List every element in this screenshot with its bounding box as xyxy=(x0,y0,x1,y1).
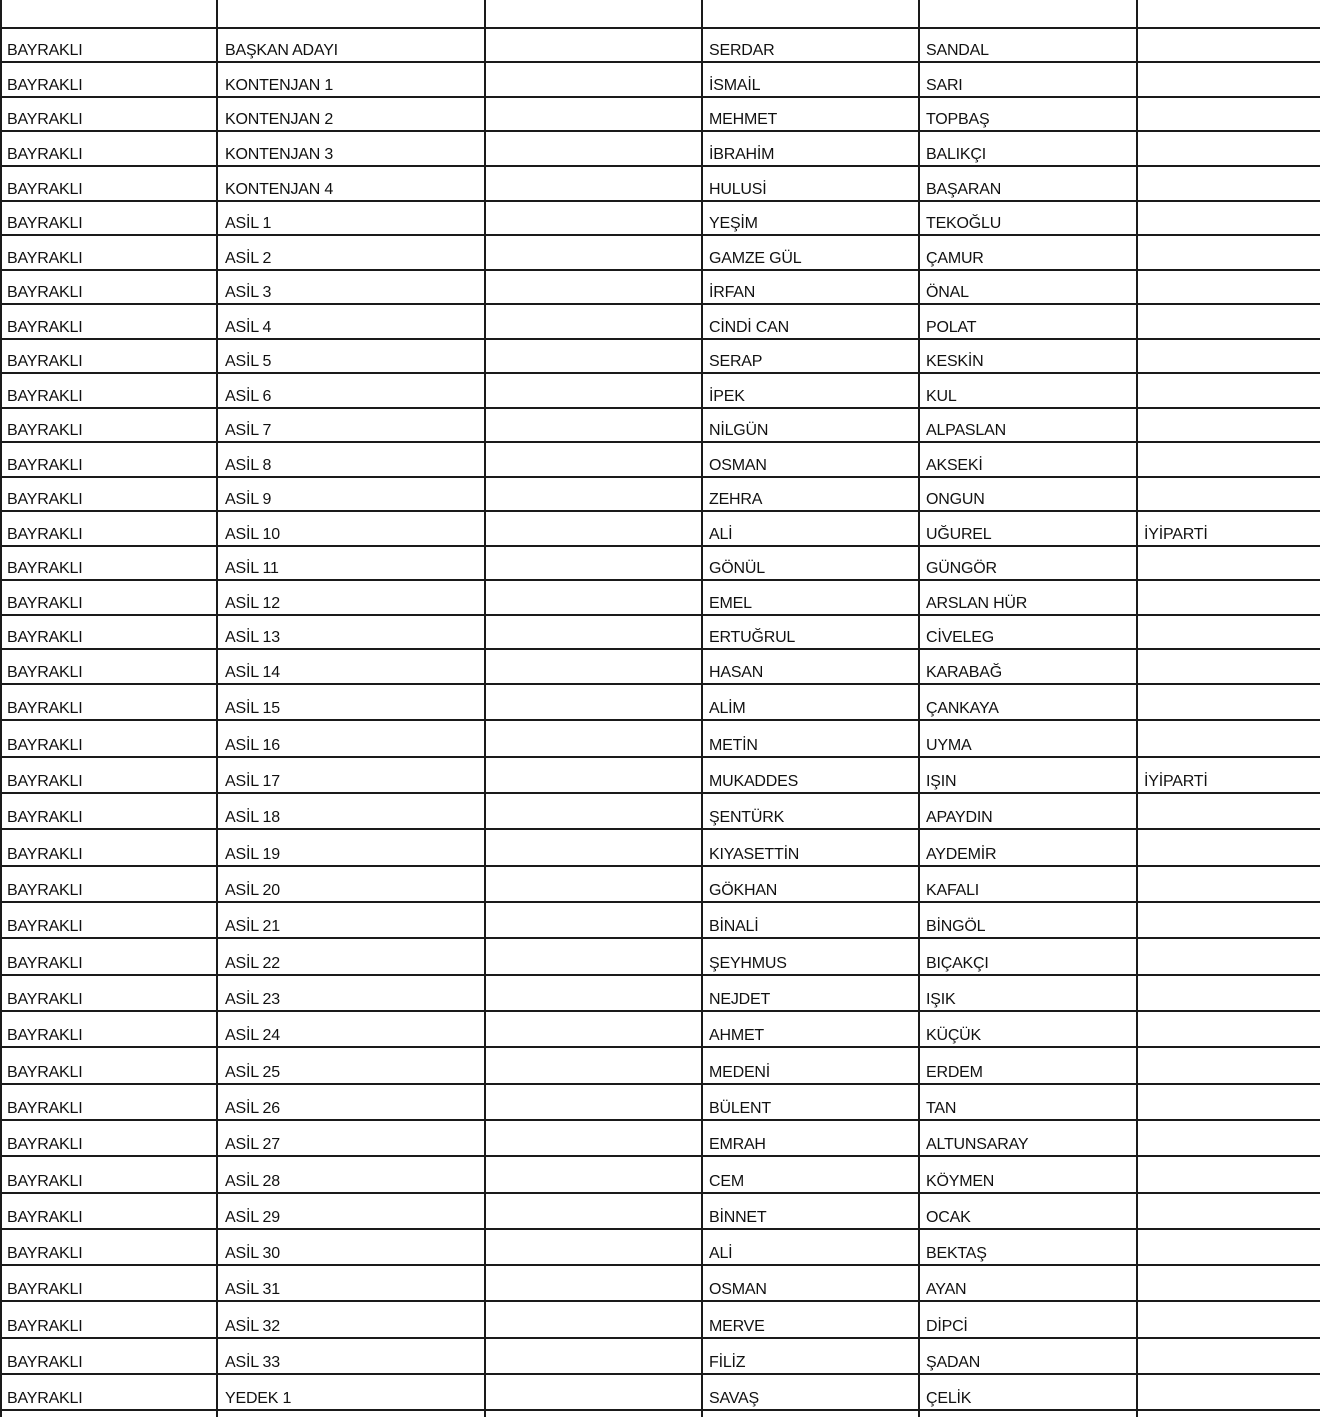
cell-last-name: BEKTAŞ xyxy=(926,1245,987,1262)
cell-first-name: EMRAH xyxy=(709,1136,766,1153)
cell-district: BAYRAKLI xyxy=(7,737,83,754)
cell-first-name: İRFAN xyxy=(709,284,756,301)
cell-first-name: SERAP xyxy=(709,353,763,370)
column-divider xyxy=(0,0,2,1417)
row-divider xyxy=(0,1046,1320,1048)
cell-last-name: SANDAL xyxy=(926,42,989,59)
cell-district: BAYRAKLI xyxy=(7,1136,83,1153)
cell-district: BAYRAKLI xyxy=(7,1281,83,1298)
cell-position: ASİL 9 xyxy=(225,491,272,508)
cell-district: BAYRAKLI xyxy=(7,353,83,370)
cell-position: ASİL 12 xyxy=(225,595,280,612)
cell-position: ASİL 17 xyxy=(225,773,280,790)
cell-last-name: GÜNGÖR xyxy=(926,560,997,577)
cell-position: YEDEK 1 xyxy=(225,1390,292,1407)
cell-district: BAYRAKLI xyxy=(7,882,83,899)
cell-position: ASİL 26 xyxy=(225,1100,280,1117)
row-divider xyxy=(0,1409,1320,1411)
cell-position: ASİL 30 xyxy=(225,1245,280,1262)
row-divider xyxy=(0,303,1320,305)
cell-last-name: ÇAMUR xyxy=(926,250,984,267)
cell-position: ASİL 28 xyxy=(225,1173,280,1190)
cell-first-name: FİLİZ xyxy=(709,1354,746,1371)
row-divider xyxy=(0,1010,1320,1012)
cell-first-name: ERTUĞRUL xyxy=(709,629,796,646)
cell-position: ASİL 32 xyxy=(225,1318,280,1335)
row-divider xyxy=(0,1083,1320,1085)
row-divider xyxy=(0,1192,1320,1194)
cell-position: ASİL 25 xyxy=(225,1064,280,1081)
row-divider xyxy=(0,234,1320,236)
cell-district: BAYRAKLI xyxy=(7,457,83,474)
cell-district: BAYRAKLI xyxy=(7,284,83,301)
cell-district: BAYRAKLI xyxy=(7,595,83,612)
cell-position: BAŞKAN ADAYI xyxy=(225,42,338,59)
column-divider xyxy=(701,0,703,1417)
cell-first-name: ŞENTÜRK xyxy=(709,809,785,826)
cell-first-name: CEM xyxy=(709,1173,744,1190)
cell-last-name: KESKİN xyxy=(926,353,984,370)
cell-first-name: SERDAR xyxy=(709,42,775,59)
cell-district: BAYRAKLI xyxy=(7,1390,83,1407)
cell-first-name: ALİ xyxy=(709,1245,733,1262)
cell-district: BAYRAKLI xyxy=(7,42,83,59)
row-divider xyxy=(0,901,1320,903)
cell-first-name: GÖNÜL xyxy=(709,560,765,577)
row-divider xyxy=(0,27,1320,29)
row-divider xyxy=(0,441,1320,443)
cell-district: BAYRAKLI xyxy=(7,629,83,646)
row-divider xyxy=(0,61,1320,63)
cell-position: ASİL 3 xyxy=(225,284,272,301)
cell-first-name: BİNNET xyxy=(709,1209,767,1226)
cell-first-name: İPEK xyxy=(709,388,745,405)
cell-district: BAYRAKLI xyxy=(7,319,83,336)
cell-first-name: METİN xyxy=(709,737,758,754)
cell-district: BAYRAKLI xyxy=(7,991,83,1008)
cell-district: BAYRAKLI xyxy=(7,1100,83,1117)
row-divider xyxy=(0,407,1320,409)
row-divider xyxy=(0,1119,1320,1121)
cell-first-name: MERVE xyxy=(709,1318,765,1335)
row-divider xyxy=(0,1337,1320,1339)
cell-last-name: ÇELİK xyxy=(926,1390,972,1407)
column-divider xyxy=(918,0,920,1417)
column-divider xyxy=(1136,0,1138,1417)
cell-district: BAYRAKLI xyxy=(7,1318,83,1335)
cell-last-name: CİVELEG xyxy=(926,629,994,646)
cell-first-name: İBRAHİM xyxy=(709,146,775,163)
cell-position: ASİL 18 xyxy=(225,809,280,826)
row-divider xyxy=(0,130,1320,132)
cell-district: BAYRAKLI xyxy=(7,388,83,405)
cell-first-name: ŞEYHMUS xyxy=(709,955,787,972)
cell-last-name: ALPASLAN xyxy=(926,422,1006,439)
cell-position: ASİL 1 xyxy=(225,215,272,232)
cell-position: ASİL 5 xyxy=(225,353,272,370)
cell-first-name: GÖKHAN xyxy=(709,882,778,899)
cell-first-name: BİNALİ xyxy=(709,918,759,935)
cell-party: İYİPARTİ xyxy=(1144,526,1208,543)
row-divider xyxy=(0,372,1320,374)
cell-last-name: BAŞARAN xyxy=(926,181,1002,198)
row-divider xyxy=(0,165,1320,167)
row-divider xyxy=(0,579,1320,581)
cell-first-name: KIYASETTİN xyxy=(709,846,800,863)
cell-last-name: BIÇAKÇI xyxy=(926,955,989,972)
cell-district: BAYRAKLI xyxy=(7,809,83,826)
cell-district: BAYRAKLI xyxy=(7,422,83,439)
cell-first-name: OSMAN xyxy=(709,1281,767,1298)
cell-last-name: ÖNAL xyxy=(926,284,969,301)
cell-position: ASİL 16 xyxy=(225,737,280,754)
cell-position: KONTENJAN 2 xyxy=(225,111,334,128)
row-divider xyxy=(0,937,1320,939)
cell-position: ASİL 29 xyxy=(225,1209,280,1226)
row-divider xyxy=(0,200,1320,202)
cell-district: BAYRAKLI xyxy=(7,918,83,935)
cell-last-name: UYMA xyxy=(926,737,972,754)
cell-first-name: AHMET xyxy=(709,1027,765,1044)
row-divider xyxy=(0,96,1320,98)
row-divider xyxy=(0,1155,1320,1157)
cell-first-name: OSMAN xyxy=(709,457,767,474)
cell-first-name: BÜLENT xyxy=(709,1100,771,1117)
cell-last-name: KARABAĞ xyxy=(926,664,1002,681)
cell-district: BAYRAKLI xyxy=(7,664,83,681)
cell-position: ASİL 19 xyxy=(225,846,280,863)
cell-position: ASİL 6 xyxy=(225,388,272,405)
cell-position: ASİL 4 xyxy=(225,319,272,336)
cell-last-name: POLAT xyxy=(926,319,977,336)
cell-last-name: OCAK xyxy=(926,1209,971,1226)
cell-last-name: ARSLAN HÜR xyxy=(926,595,1028,612)
cell-first-name: EMEL xyxy=(709,595,752,612)
row-divider xyxy=(0,865,1320,867)
cell-position: ASİL 23 xyxy=(225,991,280,1008)
row-divider xyxy=(0,974,1320,976)
cell-last-name: TEKOĞLU xyxy=(926,215,1002,232)
row-divider xyxy=(0,1264,1320,1266)
cell-position: ASİL 22 xyxy=(225,955,280,972)
cell-first-name: HULUSİ xyxy=(709,181,767,198)
cell-district: BAYRAKLI xyxy=(7,250,83,267)
cell-first-name: CİNDİ CAN xyxy=(709,319,789,336)
cell-position: ASİL 7 xyxy=(225,422,272,439)
cell-district: BAYRAKLI xyxy=(7,215,83,232)
cell-position: ASİL 21 xyxy=(225,918,280,935)
cell-first-name: ALİ xyxy=(709,526,733,543)
cell-last-name: AYDEMİR xyxy=(926,846,997,863)
cell-last-name: IŞIK xyxy=(926,991,956,1008)
row-divider xyxy=(0,756,1320,758)
cell-district: BAYRAKLI xyxy=(7,560,83,577)
cell-first-name: MUKADDES xyxy=(709,773,799,790)
cell-position: ASİL 20 xyxy=(225,882,280,899)
cell-district: BAYRAKLI xyxy=(7,773,83,790)
cell-district: BAYRAKLI xyxy=(7,77,83,94)
row-divider xyxy=(0,683,1320,685)
cell-position: ASİL 31 xyxy=(225,1281,280,1298)
row-divider xyxy=(0,1300,1320,1302)
cell-last-name: BALIKÇI xyxy=(926,146,986,163)
cell-last-name: APAYDIN xyxy=(926,809,993,826)
column-divider xyxy=(484,0,486,1417)
cell-first-name: HASAN xyxy=(709,664,764,681)
cell-last-name: ONGUN xyxy=(926,491,985,508)
row-divider xyxy=(0,1228,1320,1230)
cell-district: BAYRAKLI xyxy=(7,955,83,972)
cell-position: KONTENJAN 3 xyxy=(225,146,334,163)
cell-first-name: SAVAŞ xyxy=(709,1390,759,1407)
cell-first-name: GAMZE GÜL xyxy=(709,250,802,267)
cell-last-name: BİNGÖL xyxy=(926,918,986,935)
cell-district: BAYRAKLI xyxy=(7,700,83,717)
cell-last-name: KUL xyxy=(926,388,957,405)
cell-position: KONTENJAN 4 xyxy=(225,181,334,198)
cell-district: BAYRAKLI xyxy=(7,1027,83,1044)
row-divider xyxy=(0,828,1320,830)
cell-last-name: TOPBAŞ xyxy=(926,111,990,128)
row-divider xyxy=(0,614,1320,616)
row-divider xyxy=(0,510,1320,512)
row-divider xyxy=(0,1373,1320,1375)
cell-first-name: İSMAİL xyxy=(709,77,761,94)
cell-first-name: ZEHRA xyxy=(709,491,763,508)
cell-first-name: MEHMET xyxy=(709,111,778,128)
row-divider xyxy=(0,719,1320,721)
cell-position: ASİL 27 xyxy=(225,1136,280,1153)
cell-district: BAYRAKLI xyxy=(7,1173,83,1190)
cell-last-name: KÜÇÜK xyxy=(926,1027,982,1044)
cell-position: ASİL 8 xyxy=(225,457,272,474)
cell-first-name: YEŞİM xyxy=(709,215,758,232)
cell-district: BAYRAKLI xyxy=(7,181,83,198)
cell-last-name: DİPCİ xyxy=(926,1318,968,1335)
cell-party: İYİPARTİ xyxy=(1144,773,1208,790)
cell-last-name: KÖYMEN xyxy=(926,1173,995,1190)
cell-position: KONTENJAN 1 xyxy=(225,77,334,94)
cell-district: BAYRAKLI xyxy=(7,1209,83,1226)
cell-district: BAYRAKLI xyxy=(7,846,83,863)
cell-last-name: ŞADAN xyxy=(926,1354,981,1371)
cell-position: ASİL 10 xyxy=(225,526,280,543)
cell-last-name: ÇANKAYA xyxy=(926,700,999,717)
cell-position: ASİL 11 xyxy=(225,560,279,577)
cell-first-name: ALİM xyxy=(709,700,746,717)
cell-position: ASİL 33 xyxy=(225,1354,280,1371)
cell-last-name: AKSEKİ xyxy=(926,457,983,474)
cell-position: ASİL 14 xyxy=(225,664,280,681)
cell-position: ASİL 2 xyxy=(225,250,272,267)
cell-district: BAYRAKLI xyxy=(7,491,83,508)
cell-district: BAYRAKLI xyxy=(7,1354,83,1371)
cell-last-name: SARI xyxy=(926,77,963,94)
cell-district: BAYRAKLI xyxy=(7,1245,83,1262)
row-divider xyxy=(0,648,1320,650)
cell-position: ASİL 24 xyxy=(225,1027,280,1044)
cell-first-name: NEJDET xyxy=(709,991,771,1008)
row-divider xyxy=(0,269,1320,271)
cell-first-name: NİLGÜN xyxy=(709,422,769,439)
column-divider xyxy=(216,0,218,1417)
row-divider xyxy=(0,476,1320,478)
cell-position: ASİL 15 xyxy=(225,700,280,717)
cell-last-name: AYAN xyxy=(926,1281,967,1298)
cell-last-name: UĞUREL xyxy=(926,526,992,543)
cell-district: BAYRAKLI xyxy=(7,111,83,128)
cell-last-name: IŞIN xyxy=(926,773,957,790)
cell-district: BAYRAKLI xyxy=(7,1064,83,1081)
row-divider xyxy=(0,338,1320,340)
cell-last-name: KAFALI xyxy=(926,882,980,899)
cell-last-name: TAN xyxy=(926,1100,957,1117)
cell-district: BAYRAKLI xyxy=(7,526,83,543)
row-divider xyxy=(0,545,1320,547)
cell-district: BAYRAKLI xyxy=(7,146,83,163)
cell-position: ASİL 13 xyxy=(225,629,280,646)
cell-first-name: MEDENİ xyxy=(709,1064,771,1081)
row-divider xyxy=(0,792,1320,794)
cell-last-name: ALTUNSARAY xyxy=(926,1136,1029,1153)
cell-last-name: ERDEM xyxy=(926,1064,983,1081)
